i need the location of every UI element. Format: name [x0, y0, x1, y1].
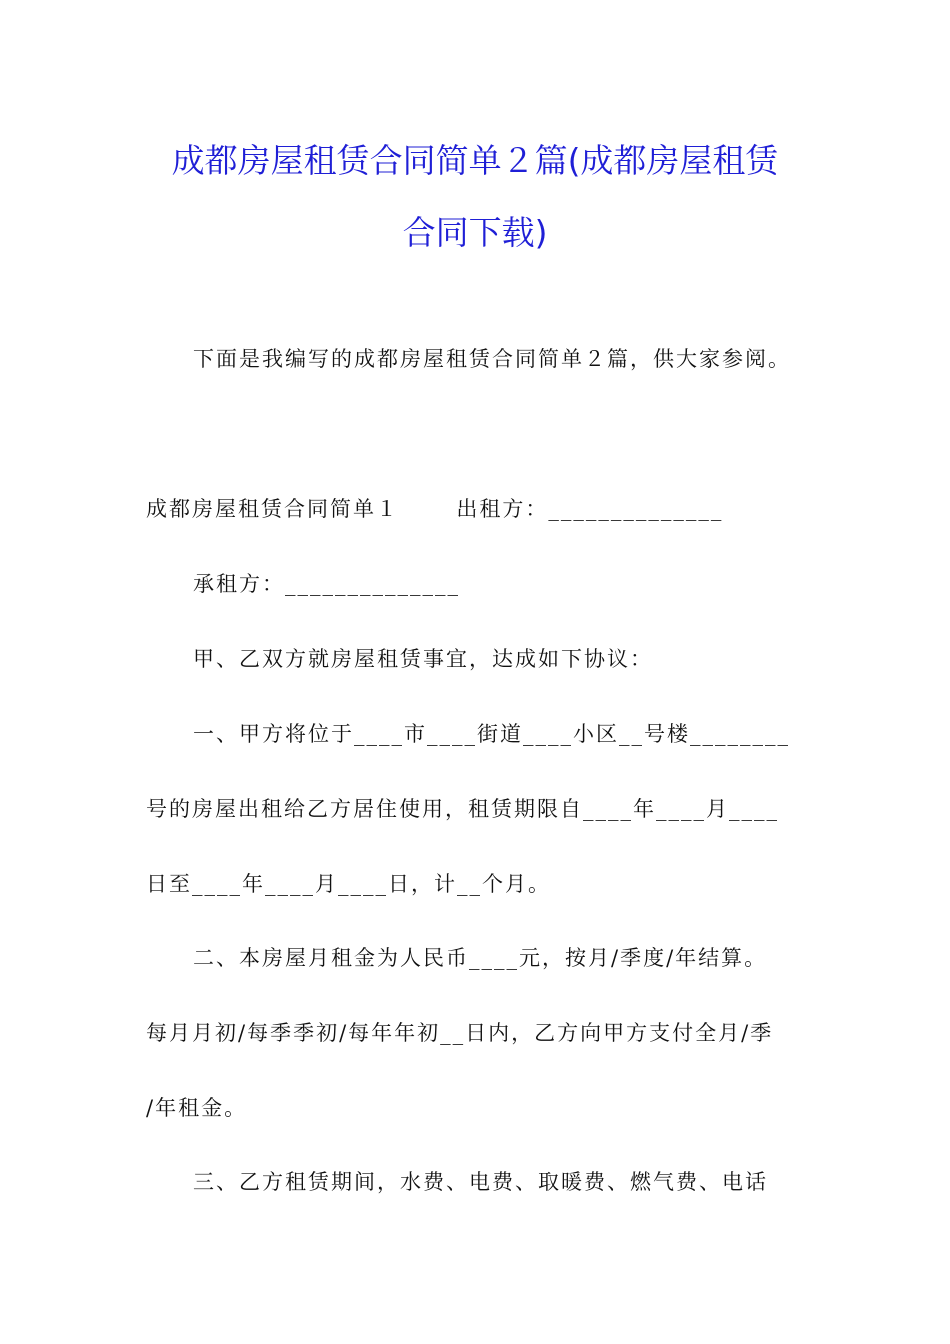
document-title-line2: 合同下载): [402, 213, 548, 252]
intro-paragraph: 下面是我编写的成都房屋租赁合同简单２篇，供大家参阅。: [193, 347, 791, 371]
document-title-line1: 成都房屋租赁合同简单２篇(成都房屋租赁: [171, 141, 779, 180]
lessor-label: 出租方：______________: [456, 497, 724, 521]
agreement-intro: 甲、乙双方就房屋租赁事宜，达成如下协议：: [193, 647, 653, 671]
lessee-label: 承租方：______________: [193, 572, 460, 596]
clause1-line3: 日至____年____月____日，计__个月。: [146, 872, 551, 896]
contract1-heading: 成都房屋租赁合同简单１: [146, 497, 399, 521]
clause3-line1: 三、乙方租赁期间，水费、电费、取暖费、燃气费、电话: [193, 1170, 768, 1194]
contract-heading-row: [146, 495, 723, 523]
clause2-line2: 每月月初/每季季初/每年年初__日内，乙方向甲方支付全月/季: [146, 1021, 774, 1045]
clause2-line3: /年租金。: [146, 1096, 248, 1120]
clause2-line1: 二、本房屋月租金为人民币____元，按月/季度/年结算。: [193, 946, 768, 970]
clause1-line1: 一、甲方将位于____市____街道____小区__号楼________: [193, 722, 790, 746]
clause1-line2: 号的房屋出租给乙方居住使用，租赁期限自____年____月____: [146, 797, 779, 821]
